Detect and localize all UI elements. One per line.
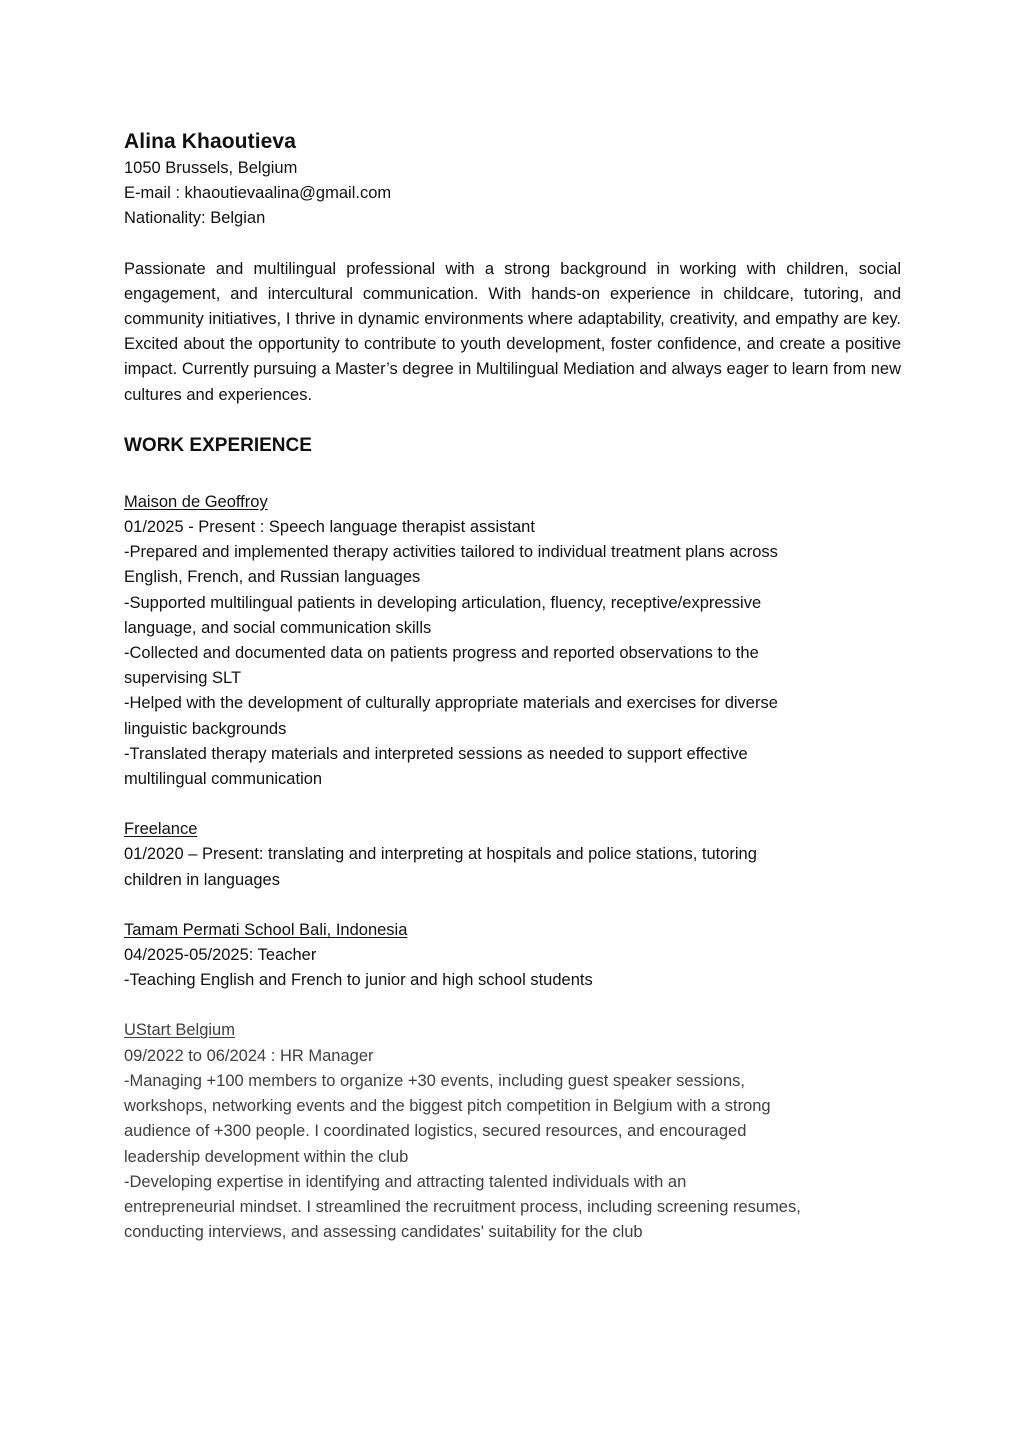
bullet-line: conducting interviews, and assessing candidates' suitability for the club <box>124 1223 643 1242</box>
bullet-line: -Developing expertise in identifying and attracting talented individuals with an <box>124 1172 687 1191</box>
email: E-mail : khaoutievaalina@gmail.com <box>124 184 392 203</box>
bullet-line: entrepreneurial mindset. I streamlined the recruitment process, including screening resumes, <box>124 1197 801 1216</box>
bullet-line: supervising SLT <box>124 669 242 688</box>
contact-header <box>124 128 901 232</box>
bullet-line: -Teaching English and French to junior and high school students <box>124 971 593 990</box>
job-role-continued: children in languages <box>124 870 280 889</box>
bullet-line: audience of +300 people. I coordinated logistics, secured resources, and encouraged <box>124 1122 747 1141</box>
job-role: 04/2025-05/2025: Teacher <box>124 946 317 965</box>
resume-page <box>124 128 901 1245</box>
bullet-line: multilingual communication <box>124 770 323 789</box>
address: 1050 Brussels, Belgium <box>124 159 298 177</box>
bullet-line: -Supported multilingual patients in developing articulation, fluency, receptive/expressive <box>124 593 762 612</box>
job-entry-tamam-permati-school <box>124 918 901 994</box>
job-role: 09/2022 to 06/2024 : HR Manager <box>124 1046 374 1065</box>
job-role: 01/2025 - Present : Speech language therapist assistant <box>124 518 535 537</box>
company-name: UStart Belgium <box>124 1021 235 1040</box>
bullet-line: -Translated therapy materials and interpreted sessions as needed to support effective <box>124 744 748 763</box>
job-entry-maison-de-geoffroy <box>124 490 901 792</box>
bullet-line: -Helped with the development of culturally appropriate materials and exercises for diverse <box>124 694 778 713</box>
company-name: Freelance <box>124 820 198 839</box>
job-entry-freelance <box>124 817 901 893</box>
bullet-line: -Managing +100 members to organize +30 events, including guest speaker sessions, <box>124 1071 745 1090</box>
job-role: 01/2020 – Present: translating and interpreting at hospitals and police stations, tutoring <box>124 845 757 864</box>
company-name: Maison de Geoffroy <box>124 492 268 511</box>
bullet-line: -Collected and documented data on patients progress and reported observations to the <box>124 644 759 663</box>
company-name: Tamam Permati School Bali, Indonesia <box>124 920 408 939</box>
job-entry-ustart-belgium <box>124 1018 901 1245</box>
section-title-work-experience: WORK EXPERIENCE <box>124 434 312 456</box>
bullet-line: workshops, networking events and the biggest pitch competition in Belgium with a strong <box>124 1097 771 1116</box>
nationality: Nationality: Belgian <box>124 209 266 228</box>
profile-summary: Passionate and multilingual professional with a strong background in working with children, social engagement, and intercultural communication. With hands-on experience in childcare, tutoring, and community initiatives, I thrive in dynamic environments where adaptability, creativity, and empathy are key. Excited about the opportunity to contribute to youth development, foster confidence, and create a positive impact. Currently pursuing a Master’s degree in Multilingual Mediation and always eager to learn from new cultures and experiences. <box>124 259 901 404</box>
bullet-line: language, and social communication skills <box>124 618 432 637</box>
candidate-name: Alina Khaoutieva <box>124 130 296 153</box>
bullet-line: -Prepared and implemented therapy activities tailored to individual treatment plans across <box>124 543 778 562</box>
bullet-line: linguistic backgrounds <box>124 719 287 738</box>
bullet-line: English, French, and Russian languages <box>124 568 421 587</box>
bullet-line: leadership development within the club <box>124 1147 409 1166</box>
